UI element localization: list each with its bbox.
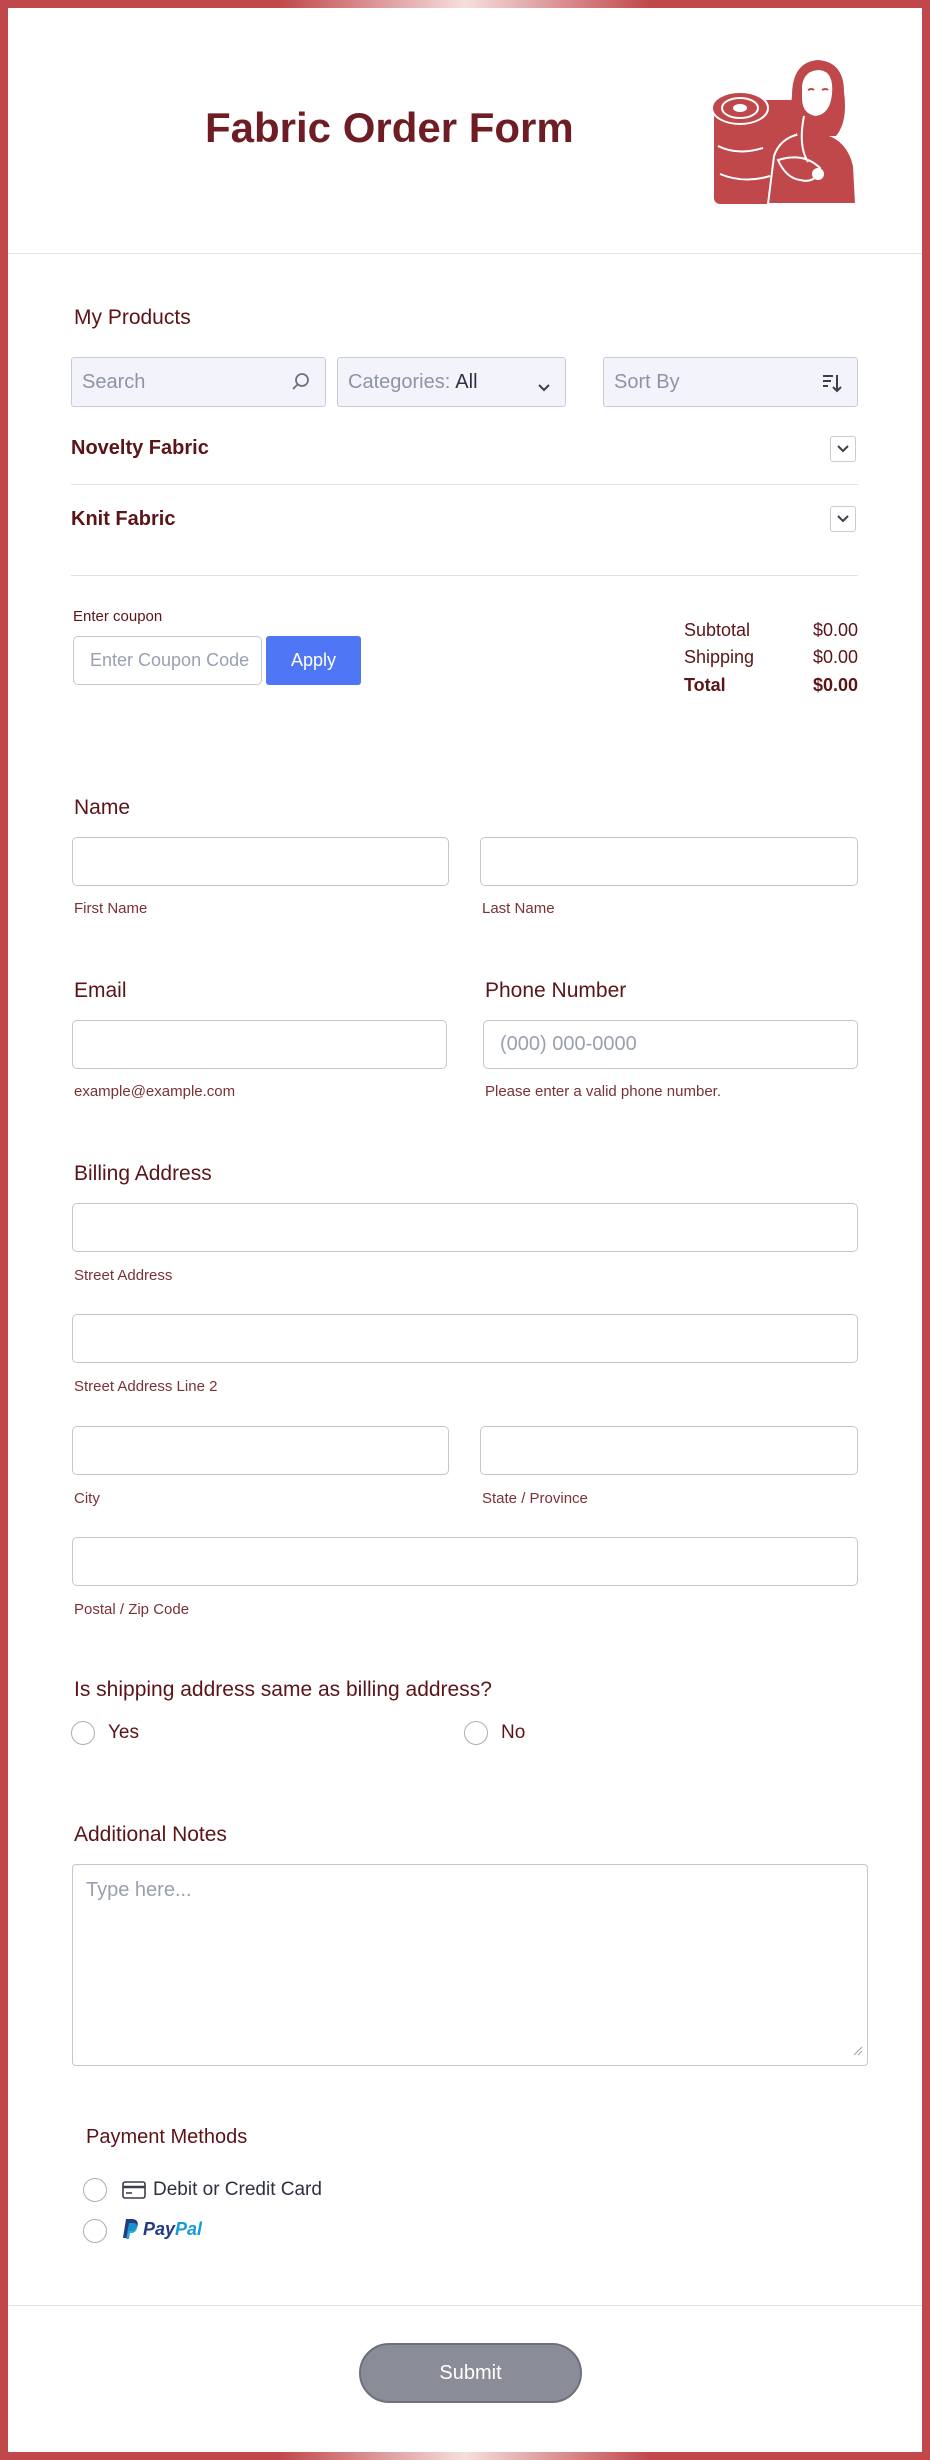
search-placeholder: Search: [82, 370, 146, 393]
phone-placeholder: (000) 000-0000: [500, 1033, 637, 1055]
shipping-same-yes-label[interactable]: Yes: [108, 1722, 139, 1743]
state-input[interactable]: [480, 1426, 858, 1475]
phone-input[interactable]: [483, 1020, 858, 1069]
products-divider: [71, 575, 858, 576]
categories-select[interactable]: [337, 357, 566, 407]
sort-by-select[interactable]: [603, 357, 858, 407]
header-divider: [8, 253, 922, 254]
woman-with-fabric-roll-illustration: [708, 56, 858, 208]
email-label: Email: [74, 979, 127, 1002]
paypal-pal-text: Pal: [175, 2218, 203, 2239]
search-icon: [291, 372, 311, 398]
paypal-logo[interactable]: [122, 2218, 202, 2240]
additional-notes-label: Additional Notes: [74, 1823, 227, 1846]
submit-button[interactable]: Submit: [359, 2343, 582, 2403]
phone-sublabel: Please enter a valid phone number.: [485, 1083, 721, 1100]
shipping-same-question: Is shipping address same as billing address?: [74, 1678, 492, 1701]
sort-icon: [821, 372, 843, 400]
chevron-down-icon: [836, 514, 850, 524]
page-title: Fabric Order Form: [205, 104, 574, 151]
categories-label: Categories:: [348, 370, 451, 393]
additional-notes-textarea[interactable]: [72, 1864, 868, 2066]
zip-code-input[interactable]: [72, 1537, 858, 1586]
last-name-sublabel: Last Name: [482, 900, 555, 917]
expand-novelty-button[interactable]: [830, 436, 856, 462]
street-address-line2-input[interactable]: [72, 1314, 858, 1363]
notes-placeholder: Type here...: [86, 1879, 192, 1901]
apply-coupon-button[interactable]: Apply: [266, 636, 361, 685]
street-address-line2-sublabel: Street Address Line 2: [74, 1378, 218, 1395]
subtotal-value: $0.00: [812, 620, 858, 640]
coupon-input[interactable]: [73, 636, 262, 685]
shipping-same-no-radio[interactable]: [464, 1721, 488, 1745]
total-label: Total: [684, 675, 726, 695]
resize-handle-icon[interactable]: [853, 2043, 863, 2061]
street-address-input[interactable]: [72, 1203, 858, 1252]
credit-card-icon: [122, 2181, 146, 2204]
expand-knit-button[interactable]: [830, 506, 856, 532]
category-title-novelty[interactable]: Novelty Fabric: [71, 437, 209, 459]
shipping-same-yes-radio[interactable]: [71, 1721, 95, 1745]
card-payment-label[interactable]: Debit or Credit Card: [153, 2179, 322, 2200]
first-name-input[interactable]: [72, 837, 449, 886]
footer-divider: [8, 2305, 922, 2306]
state-sublabel: State / Province: [482, 1490, 588, 1507]
chevron-down-icon: [836, 444, 850, 454]
category-title-knit[interactable]: Knit Fabric: [71, 508, 176, 530]
card-payment-radio[interactable]: [83, 2178, 107, 2202]
sort-by-label: Sort By: [614, 370, 680, 393]
chevron-down-icon: [537, 376, 551, 399]
coupon-placeholder: Enter Coupon Code: [90, 650, 250, 670]
shipping-value: $0.00: [812, 647, 858, 667]
shipping-label: Shipping: [684, 647, 755, 667]
name-label: Name: [74, 796, 131, 819]
product-search-input[interactable]: [71, 357, 326, 407]
paypal-payment-radio[interactable]: [83, 2219, 107, 2243]
products-section-label: My Products: [74, 306, 191, 329]
payment-methods-label: Payment Methods: [86, 2126, 248, 2148]
first-name-sublabel: First Name: [74, 900, 148, 917]
city-sublabel: City: [74, 1490, 100, 1507]
paypal-pay-text: Pay: [143, 2218, 176, 2239]
top-border: [0, 0, 930, 8]
billing-address-label: Billing Address: [74, 1162, 212, 1185]
category-divider: [71, 484, 858, 485]
city-input[interactable]: [72, 1426, 449, 1475]
coupon-label: Enter coupon: [73, 608, 163, 625]
email-input[interactable]: [72, 1020, 447, 1069]
bottom-border: [0, 2452, 930, 2460]
phone-label: Phone Number: [485, 979, 627, 1002]
total-value: $0.00: [812, 675, 858, 695]
zip-code-sublabel: Postal / Zip Code: [74, 1601, 190, 1618]
categories-value: All: [455, 370, 478, 393]
shipping-same-no-label[interactable]: No: [501, 1722, 526, 1743]
paypal-icon: [122, 2218, 140, 2240]
last-name-input[interactable]: [480, 837, 858, 886]
street-address-sublabel: Street Address: [74, 1267, 173, 1284]
subtotal-label: Subtotal: [684, 620, 751, 640]
email-sublabel: example@example.com: [74, 1083, 236, 1100]
